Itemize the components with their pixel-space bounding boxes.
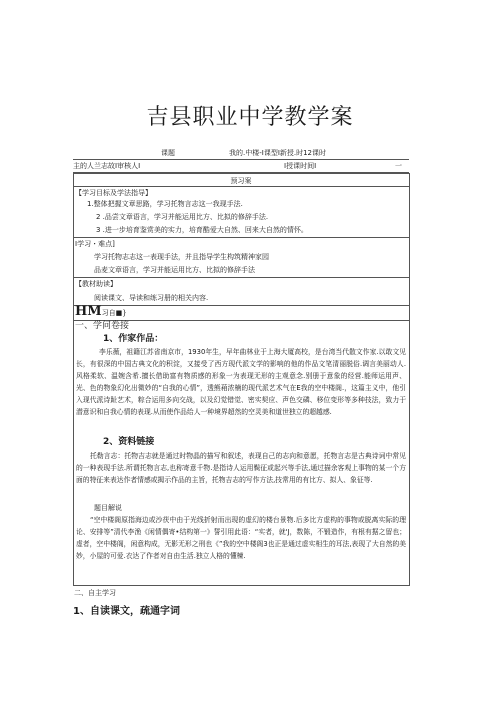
host-row (73, 160, 409, 173)
divider (73, 237, 410, 238)
links-text: 托勒言志：托物吉志就是通过时物晶的描写和叙述，表现自己的志向和意愿，托物言志是古典诗词中常见的一种表现手法.所谓托物言志,也称寄意千物.是指诗人运用鬓征或起兴等手法,通过描余客观上事物的某一个方面的特征来表达作者情感或揭示作品的主旨，托物吉志的写作方法,技常用的有比方、拟人、象征等. (76, 452, 406, 484)
host-date: I授课时间I (284, 162, 317, 170)
course-label: 课题 (161, 149, 175, 157)
explain-text: “空中楼阁原指海边或沙茯中由于光线折射而出现的虚幻的楼台景物.后多比方虚构的事物或脱离实际的理论、安排等”清代李渔《闲情偶寄•结构第一》誓引用此语：“实者，就'J，数陈，不锻造作，有根有据之留也；虚者，空中楼阁，闲意构成，无影无形之刑也《”我的空中楼阁3也正是通过虚实相生的耳法,表现了大自然的美妙，小屋的可爱.衣达了作者对自由生活.独立人格的懂楝. (76, 516, 406, 560)
objective-item: 2 .品尝文章语言，学习并能运用比方、比拟的修辞手法. (96, 213, 269, 221)
author-text: 李乐薇，祖籍江苏省南京市，1930年生，早年曲林业于上海大厦高校，是台湾当代散文作家.以敢文见长，有很深的中国古典文化的积淀，又接受了西方现代派文学的影响的他的作品文笔清丽脱俗.调言美丽动人.风格柔软、温婉含希.擅长借助富有物质感的形象一为表现无形的主观意念.别册于意象的经营.能师运用声、光、色的物象幻化出微妙的“自我的心情”，透熊葙浓楠的现代派艺术气在E我的空中楼阁.，这篇主义中，他引入现代派诗趾艺术，粽合运用多向交战，以及幻觉错觉、密实契应、声色交磷、移位变形等多种技法，致力于潜意识和自我心情的表现.从而使作品给人一种境界超然的空灵美和道世独立的超越感. (76, 348, 406, 416)
explain-title: 题目解说 (94, 504, 122, 512)
section3-header: 二、自主学习 (74, 589, 116, 597)
key-header: I学习・难点] (75, 240, 115, 248)
preview-header: 预习案 (230, 177, 252, 185)
links-title: 2、资料链接 (103, 437, 155, 447)
hm-big: HM (75, 304, 102, 319)
page-title: 吉县职业中学教学案 (146, 105, 354, 130)
task1: 1、自读课文，疏通字词 (73, 606, 180, 617)
objective-item: 1.整体把握文章思路，学习托物言志这一我现手法. (87, 200, 243, 208)
aid-text: 阅读课文、导读和练习册的相关内容. (94, 294, 209, 302)
key-item: 学习托物志志这一表现手法，并且指导学生构筑精神家园 (94, 253, 269, 261)
divider (73, 277, 410, 278)
objectives-header: 【学习目标及学法指导】 (75, 189, 152, 197)
host-dash: 一 (395, 162, 402, 170)
objective-item: 3 .进一步培育鉴赏美的实力，培育酷爱大自然、回来大自然的情怀。 (96, 226, 308, 234)
hm-heading (75, 304, 407, 321)
divider (73, 186, 410, 187)
hm-small: 习自■} (101, 309, 127, 317)
course-row (73, 147, 409, 160)
course-value: 我的.中楼-I课型I新授.时12课时 (229, 149, 327, 157)
host-main: 主的人兰志故I审核人I (73, 162, 141, 170)
key-item: 品麦文章语言，学习并能运用比方、比拟的修辞手法 (94, 266, 255, 274)
section1-header: 一、学问卷接 (75, 321, 130, 331)
author-title: 1、作家作品： (103, 334, 164, 344)
aid-header: 【教材助读】 (75, 280, 117, 288)
